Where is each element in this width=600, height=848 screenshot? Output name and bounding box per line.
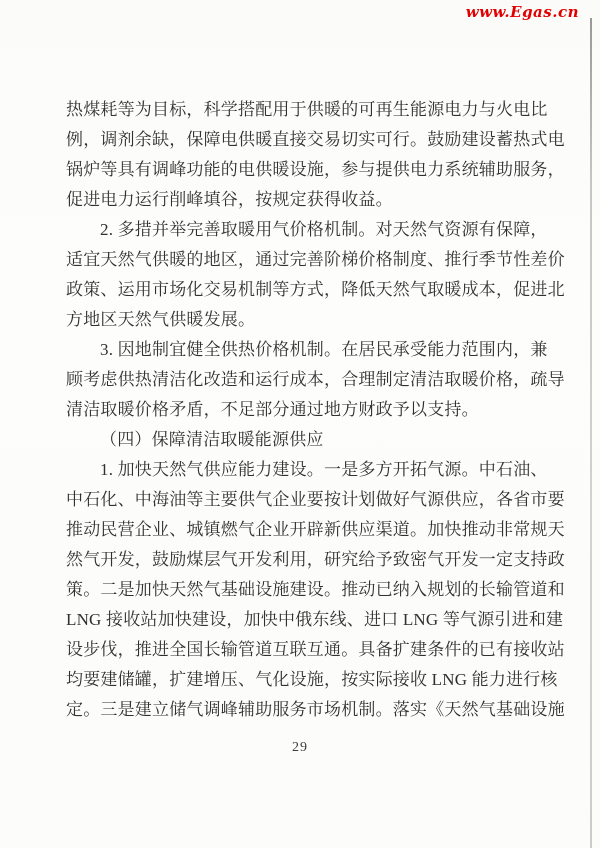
body-line: 定。三是建立储气调峰辅助服务市场机制。落实《天然气基础设施 — [66, 700, 565, 719]
body-line: 1. 加快天然气供应能力建设。一是多方开拓气源。中石油、 — [100, 460, 548, 479]
body-line: 方地区天然气供暖发展。 — [66, 310, 256, 329]
body-line: 策。二是加快天然气基础设施建设。推动已纳入规划的长输管道和 — [66, 580, 565, 599]
body-line: 锅炉等具有调峰功能的电供暖设施，参与提供电力系统辅助服务， — [66, 160, 565, 179]
document-body — [66, 95, 565, 725]
body-line: 例，调剂余缺，保障电供暖直接交易切实可行。鼓励建设蓄热式电 — [66, 130, 565, 149]
body-line: 中石化、中海油等主要供气企业要按计划做好气源供应，各省市要 — [66, 490, 565, 509]
section-heading: （四）保障清洁取暖能源供应 — [100, 430, 324, 449]
body-line: 2. 多措并举完善取暖用气价格机制。对天然气资源有保障， — [100, 220, 548, 239]
body-line: 推动民营企业、城镇燃气企业开辟新供应渠道。加快推动非常规天 — [66, 520, 565, 539]
body-line: 设步伐，推进全国长输管道互联互通。具备扩建条件的已有接收站 — [66, 640, 565, 659]
site-watermark: www.Egas.cn — [465, 3, 579, 21]
body-line: 热煤耗等为目标，科学搭配用于供暖的可再生能源电力与火电比 — [66, 100, 548, 119]
page-number: 29 — [292, 740, 308, 755]
body-line: LNG 接收站加快建设，加快中俄东线、进口 LNG 等气源引进和建 — [66, 610, 564, 629]
body-line: 均要建储罐，扩建增压、气化设施，按实际接收 LNG 能力进行核 — [66, 670, 558, 689]
body-line: 清洁取暖价格矛盾，不足部分通过地方财政予以支持。 — [66, 400, 479, 419]
body-line: 顾考虑供热清洁化改造和运行成本，合理制定清洁取暖价格，疏导 — [66, 370, 565, 389]
body-line: 促进电力运行削峰填谷，按规定获得收益。 — [66, 190, 393, 209]
body-line: 政策、运用市场化交易机制等方式，降低天然气取暖成本，促进北 — [66, 280, 565, 299]
body-line: 3. 因地制宜健全供热价格机制。在居民承受能力范围内，兼 — [100, 340, 548, 359]
scan-edge-line — [590, 18, 592, 848]
body-line: 然气开发，鼓励煤层气开发利用，研究给予致密气开发一定支持政 — [66, 550, 565, 569]
body-line: 适宜天然气供暖的地区，通过完善阶梯价格制度、推行季节性差价 — [66, 250, 565, 269]
